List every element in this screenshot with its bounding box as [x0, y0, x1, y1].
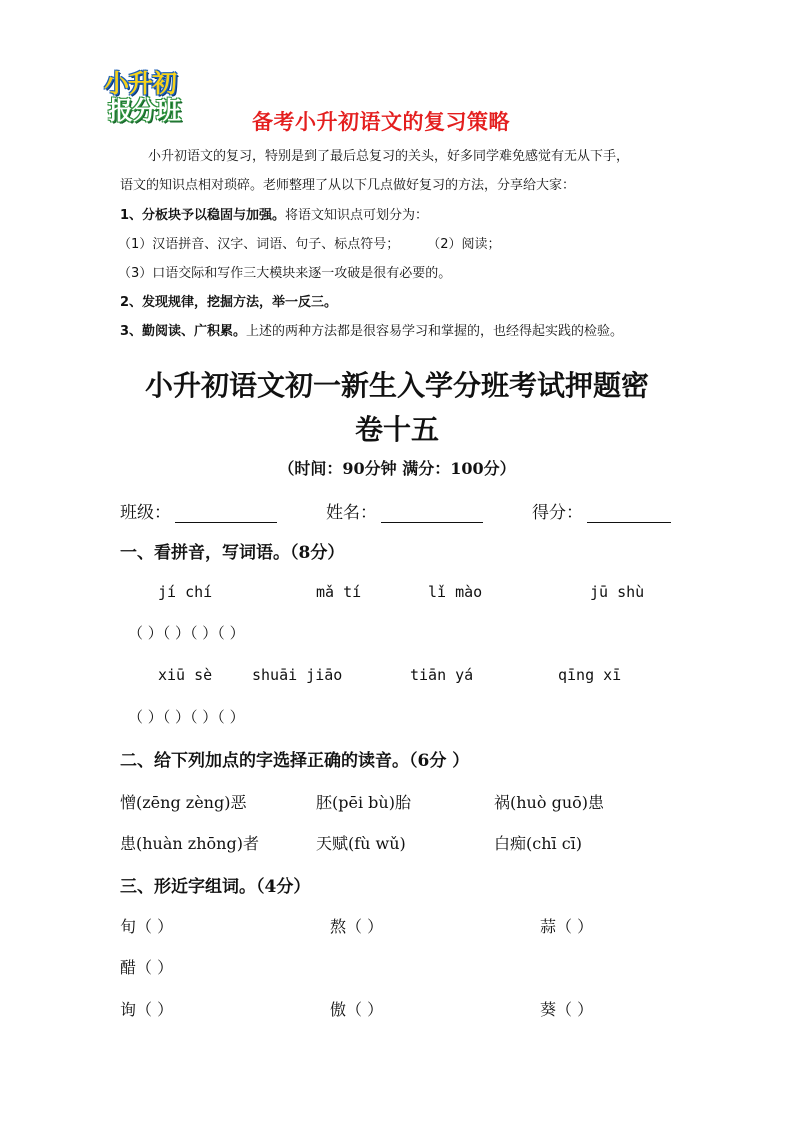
- intro-item-3: [120, 320, 623, 339]
- answer-row-1[interactable]: （ ）（ ）（ ）（ ）: [128, 624, 245, 642]
- intro-line-2: 语文的知识点相对琐碎。老师整理了从以下几点做好复习的方法，分享给大家：: [120, 178, 576, 193]
- intro-item-1: [120, 204, 428, 223]
- class-label: 班级：: [120, 503, 171, 523]
- reading-item-6: 白痴(chī cī): [494, 834, 583, 853]
- name-label: 姓名：: [326, 503, 377, 523]
- header-title: 备考小升初语文的复习策略: [252, 110, 510, 134]
- intro-sub-1: （1）汉语拼音、汉字、词语、句子、标点符号；: [118, 237, 400, 252]
- word-item-7[interactable]: 葵（ ）: [540, 1000, 594, 1019]
- intro-item-3-rest: 上述的两种方法都是很容易学习和掌握的，也经得起实践的检验。: [246, 324, 624, 339]
- pinyin-2-4: qīng xī: [558, 666, 622, 684]
- reading-item-1: 憎(zēng zèng)恶: [120, 793, 247, 812]
- intro-item-2: 2、发现规律，挖掘方法，举一反三。: [120, 295, 338, 310]
- logo-line-1: 小升初: [104, 69, 177, 98]
- class-input[interactable]: [175, 504, 277, 523]
- section-3-heading: 三、形近字组词。（4分）: [120, 877, 311, 897]
- intro-sub-3: （3）口语交际和写作三大模块来逐一攻破是很有必要的。: [118, 266, 452, 281]
- score-label: 得分：: [532, 503, 583, 523]
- logo-line-2: 报分班: [108, 96, 181, 125]
- intro-item-1-sub: [118, 233, 501, 252]
- pinyin-2-3: tiān yá: [410, 666, 474, 684]
- name-input[interactable]: [381, 504, 483, 523]
- exam-title-line-1: 小升初语文初一新生入学分班考试押题密: [144, 369, 649, 402]
- pinyin-1-3: lǐ mào: [428, 583, 483, 601]
- pinyin-2-1: xiū sè: [158, 666, 213, 684]
- word-item-3[interactable]: 蒜（ ）: [540, 917, 594, 936]
- class-field: [120, 498, 277, 523]
- exam-title-line-2: 卷十五: [354, 413, 439, 446]
- intro-line-1: 小升初语文的复习，特别是到了最后总复习的关头，好多同学难免感觉有无从下手，: [148, 149, 630, 164]
- reading-item-3: 祸(huò guō)患: [494, 793, 604, 812]
- intro-item-1-bold: 1、分板块予以稳固与加强。: [120, 208, 286, 223]
- intro-item-3-bold: 3、勤阅读、广积累。: [120, 324, 247, 339]
- word-item-6[interactable]: 傲（ ）: [330, 1000, 384, 1019]
- pinyin-1-4: jū shù: [590, 583, 645, 601]
- reading-item-4: 患(huàn zhōng)者: [120, 834, 259, 853]
- intro-sub-2: （2）阅读；: [427, 237, 501, 252]
- answer-row-2[interactable]: （ ）（ ）（ ）（ ）: [128, 708, 245, 726]
- pinyin-1-2: mǎ tí: [316, 583, 362, 601]
- word-item-2[interactable]: 熬（ ）: [330, 917, 384, 936]
- score-input[interactable]: [587, 504, 671, 523]
- section-1-heading: 一、看拼音，写词语。（8分）: [120, 543, 345, 563]
- pinyin-1-1: jí chí: [158, 583, 213, 601]
- reading-item-2: 胚(pēi bù)胎: [316, 793, 411, 812]
- word-item-1[interactable]: 旬（ ）: [120, 917, 174, 936]
- name-field: [326, 498, 483, 523]
- pinyin-2-2: shuāi jiāo: [252, 666, 343, 684]
- logo: [104, 70, 214, 130]
- reading-item-5: 天赋(fù wǔ): [316, 834, 406, 853]
- word-item-5[interactable]: 询（ ）: [120, 1000, 174, 1019]
- score-field: [532, 498, 671, 523]
- exam-time-info: （时间：90分钟 满分：100分）: [278, 459, 516, 478]
- intro-item-1-rest: 将语文知识点可划分为：: [285, 208, 429, 223]
- section-2-heading: 二、给下列加点的字选择正确的读音。（6分 ）: [120, 751, 470, 771]
- word-item-4[interactable]: 醋（ ）: [120, 958, 174, 977]
